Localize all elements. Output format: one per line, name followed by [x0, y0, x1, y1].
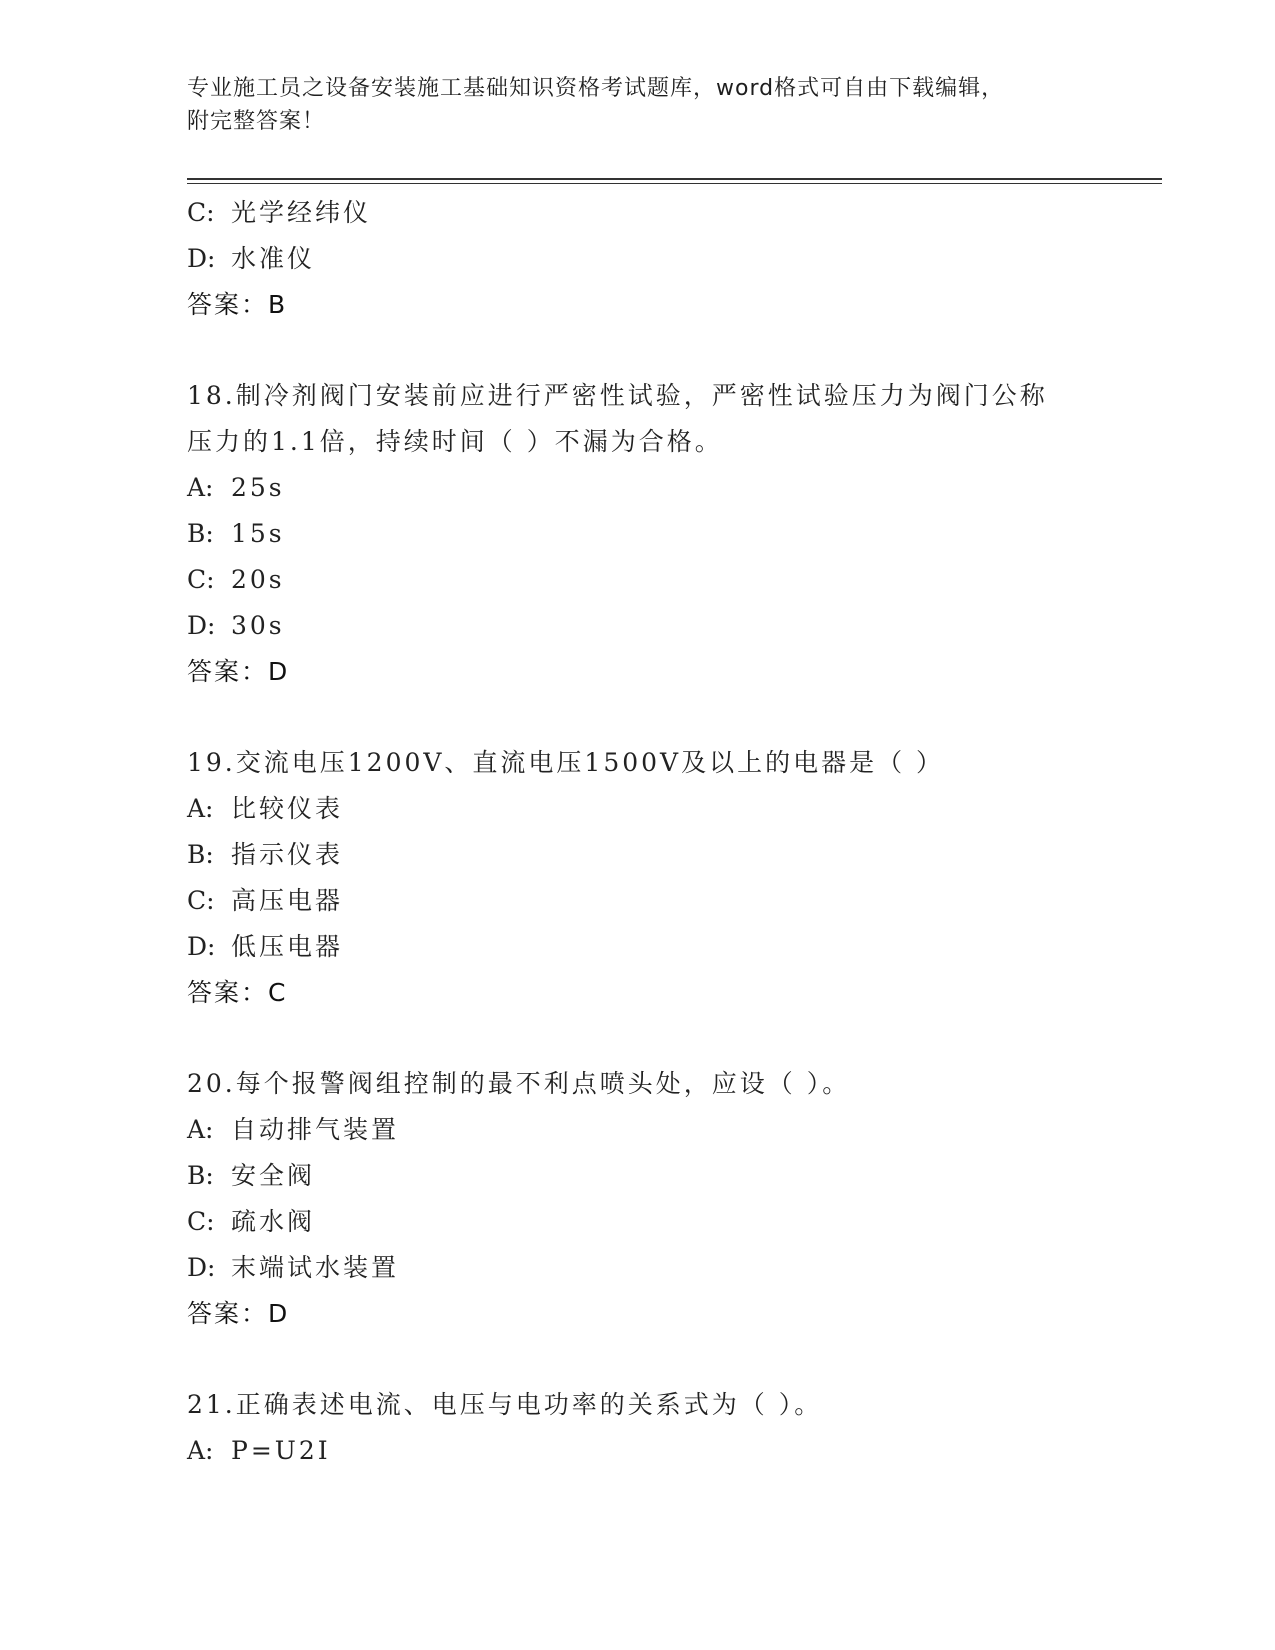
option-a — [187, 465, 1127, 511]
option-key: B: — [187, 1161, 214, 1190]
option-d — [187, 603, 1127, 649]
header-line-2: 附完整答案！ — [187, 109, 326, 134]
option-key: C: — [187, 198, 215, 227]
document-header — [187, 72, 1067, 138]
option-text: 比较仪表 — [231, 794, 344, 823]
question-stem-line: 18.制冷剂阀门安装前应进行严密性试验，严密性试验压力为阀门公称 — [187, 381, 1048, 410]
option-key: B: — [187, 519, 214, 548]
option-c — [187, 1199, 1127, 1245]
option-key: B: — [187, 840, 214, 869]
option-a — [187, 786, 1127, 832]
option-c — [187, 190, 1127, 236]
option-key: D: — [187, 932, 216, 961]
option-c — [187, 557, 1127, 603]
option-a — [187, 1428, 1127, 1474]
header-line-1: 专业施工员之设备安装施工基础知识资格考试题库，word格式可自由下载编辑， — [187, 76, 1005, 101]
option-key: D: — [187, 611, 216, 640]
option-text: 疏水阀 — [231, 1207, 316, 1236]
question-17-continuation — [187, 190, 1127, 328]
option-b — [187, 511, 1127, 557]
question-19 — [187, 740, 1127, 1016]
answer-line: 答案：D — [187, 1299, 290, 1328]
option-key: A: — [187, 1436, 214, 1465]
question-stem-line: 21.正确表述电流、电压与电功率的关系式为（ ）。 — [187, 1390, 823, 1419]
option-text: 15s — [231, 519, 285, 548]
option-text: 低压电器 — [231, 932, 344, 961]
option-text: P=U2I — [231, 1436, 331, 1465]
option-text: 指示仪表 — [231, 840, 344, 869]
question-stem-line: 19.交流电压1200V、直流电压1500V及以上的电器是（ ） — [187, 748, 945, 777]
option-key: A: — [187, 473, 214, 502]
question-stem-line: 压力的1.1倍，持续时间（ ）不漏为合格。 — [187, 427, 723, 456]
option-text: 25s — [231, 473, 285, 502]
option-text: 高压电器 — [231, 886, 344, 915]
option-text: 20s — [231, 565, 285, 594]
option-key: C: — [187, 565, 215, 594]
option-b — [187, 832, 1127, 878]
option-c — [187, 878, 1127, 924]
option-key: A: — [187, 794, 214, 823]
option-key: A: — [187, 1115, 214, 1144]
question-stem-line: 20.每个报警阀组控制的最不利点喷头处，应设（ ）。 — [187, 1069, 851, 1098]
option-d — [187, 1245, 1127, 1291]
option-a — [187, 1107, 1127, 1153]
option-text: 安全阀 — [231, 1161, 316, 1190]
option-text: 自动排气装置 — [231, 1115, 400, 1144]
answer-line: 答案：B — [187, 290, 288, 319]
question-18 — [187, 373, 1127, 695]
option-text: 水准仪 — [231, 244, 316, 273]
header-divider-thick — [187, 178, 1162, 180]
question-20 — [187, 1061, 1127, 1337]
answer-line: 答案：C — [187, 978, 288, 1007]
question-21 — [187, 1382, 1127, 1474]
option-key: D: — [187, 244, 216, 273]
option-d — [187, 236, 1127, 282]
option-text: 30s — [231, 611, 285, 640]
option-key: D: — [187, 1253, 216, 1282]
option-text: 末端试水装置 — [231, 1253, 400, 1282]
question-list — [187, 190, 1127, 1474]
header-divider-thin — [187, 183, 1162, 184]
option-d — [187, 924, 1127, 970]
option-key: C: — [187, 886, 215, 915]
answer-line: 答案：D — [187, 657, 290, 686]
option-text: 光学经纬仪 — [231, 198, 372, 227]
option-key: C: — [187, 1207, 215, 1236]
option-b — [187, 1153, 1127, 1199]
